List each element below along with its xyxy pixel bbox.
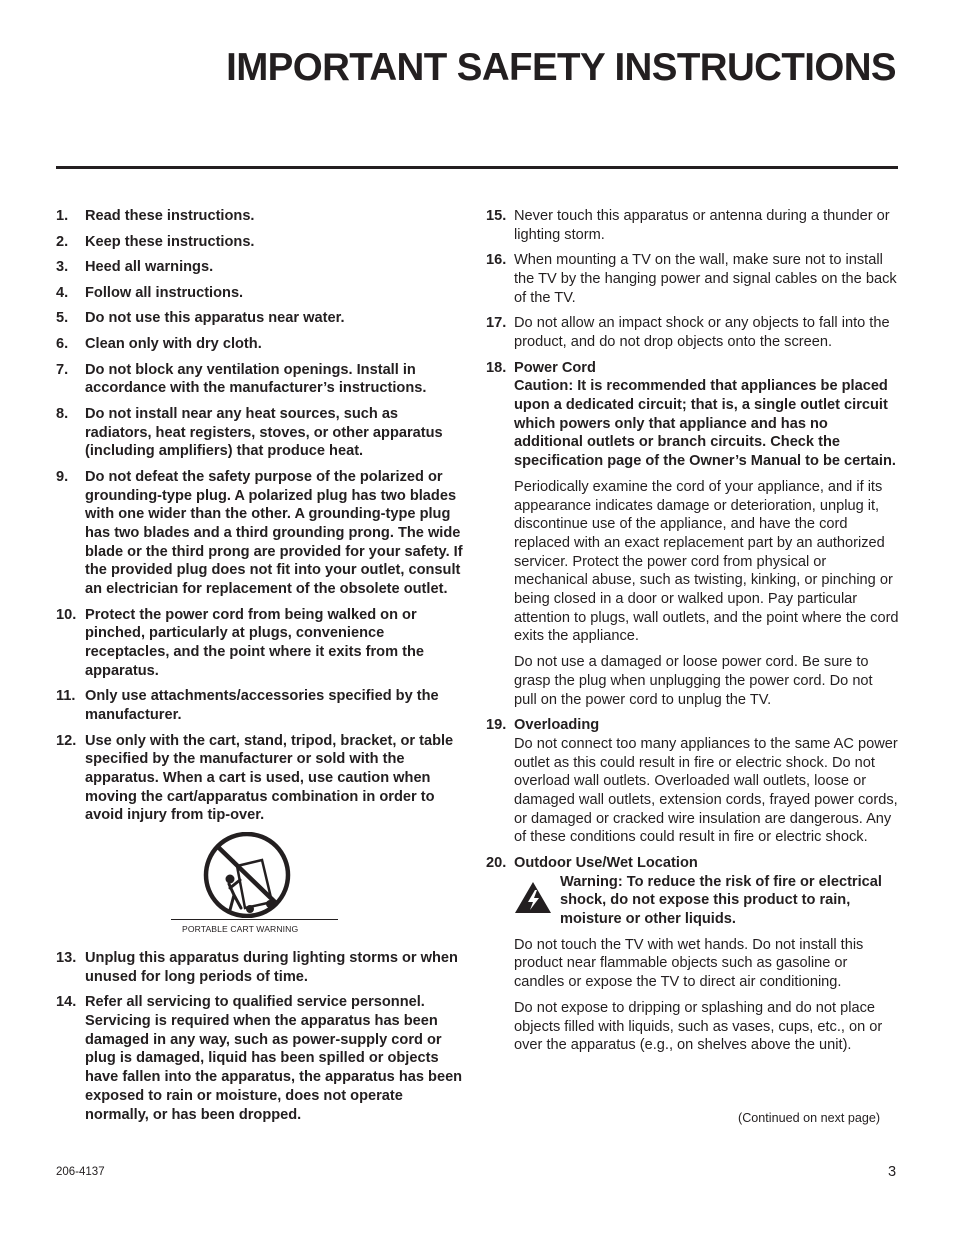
- item-text: Read these instructions.: [85, 208, 255, 224]
- item-number: 11.: [56, 688, 76, 705]
- item-text: Do not allow an impact shock or any objects to fall into the product, and do not drop objects onto the screen.: [514, 315, 890, 350]
- list-item-outdoor-use: [486, 854, 899, 1055]
- title-divider: [56, 166, 898, 169]
- left-column: [56, 207, 468, 1131]
- list-item: [56, 606, 468, 681]
- item-number: 8.: [56, 405, 69, 422]
- item-number: 6.: [56, 335, 69, 352]
- item-text: Protect the power cord from being walked on or pinched, particularly at plugs, convenience receptacles, and the point where it exits from the apparatus.: [85, 606, 424, 679]
- list-item: [56, 207, 468, 226]
- item-number: 7.: [56, 361, 69, 378]
- paragraph: Periodically examine the cord of your appliance, and if its appearance indicates damage or deterioration, unplug it, discontinue use of the appliance, and have the cord replaced with an exact replacement part by an authorized servicer. Protect the power cord from physical or mechanical abuse, such as twisting, kinking, or pinching or being closed in a door or walked upon. Pay particular attention to plugs, wall outlets, and the point where the cord exits the appliance.: [514, 478, 899, 645]
- item-number: 14.: [56, 994, 77, 1011]
- document-number: 206-4137: [56, 1166, 105, 1178]
- item-text: Do not defeat the safety purpose of the polarized or grounding-type plug. A polarized plug has two blades with one wider than the other. A grounding-type plug has two blades and a third grounding prong. The wide blade or the third prong are provided for your safety. If the provided plug does not fit into your outlet, consult an electrician for replacement of the obsolete outlet.: [85, 468, 463, 598]
- list-item: [56, 468, 468, 599]
- list-item: [56, 335, 468, 354]
- item-text: Unplug this apparatus during lighting storms or when unused for long periods of time.: [85, 950, 458, 985]
- item-number: 10.: [56, 606, 77, 623]
- paragraph: Do not touch the TV with wet hands. Do not install this product near flammable objects such as gasoline or candles or expose the TV to direct air conditioning.: [514, 936, 864, 991]
- page-number: 3: [888, 1164, 897, 1180]
- item-text: Heed all warnings.: [85, 259, 214, 276]
- item-number: 1.: [56, 208, 69, 224]
- cart-figure-rule: [171, 919, 338, 920]
- item-text: Clean only with dry cloth.: [85, 335, 262, 352]
- item-heading: Power Cord: [514, 359, 596, 376]
- list-item: [56, 687, 468, 724]
- list-item: [486, 251, 899, 307]
- item-number: 13.: [56, 950, 77, 967]
- list-item: [56, 732, 468, 826]
- item-number: 9.: [56, 468, 69, 485]
- item-text: Refer all servicing to qualified service personnel. Servicing is required when the apparatus has been damaged in any way, such as power-supply cord or plug is damaged, liquid has been spilled or objects have fallen into the apparatus, the apparatus has been exposed to rain or moisture, does not operate normally, or has been dropped.: [85, 994, 463, 1123]
- portable-cart-warning-figure: [56, 832, 468, 940]
- list-item: [56, 361, 468, 398]
- electric-shock-warning-icon: [514, 881, 552, 914]
- item-text: Follow all instructions.: [85, 284, 244, 301]
- item-number: 4.: [56, 284, 69, 301]
- list-item: [56, 258, 468, 277]
- item-number: 20.: [486, 854, 507, 871]
- item-number: 2.: [56, 233, 69, 250]
- list-item-overloading: [486, 716, 899, 847]
- item-number: 3.: [56, 259, 69, 276]
- paragraph: Do not use a damaged or loose power cord. Be sure to grasp the plug when unplugging the power cord. Do not pull on the power cord to unplug the TV.: [514, 654, 873, 708]
- item-number: 5.: [56, 310, 69, 327]
- list-item: [56, 405, 468, 461]
- item-number: 17.: [486, 315, 507, 332]
- list-item: [56, 949, 468, 986]
- warning-icon-box: [514, 873, 560, 929]
- list-item: [56, 284, 468, 303]
- item-heading: Overloading: [514, 717, 600, 734]
- item-text: Use only with the cart, stand, tripod, bracket, or table specified by the manufacturer or sold with the apparatus. When a cart is used, use caution when moving the cart/apparatus combination in order to avoid injury from tip-over.: [85, 732, 454, 824]
- item-number: 19.: [486, 717, 507, 734]
- item-text: Do not install near any heat sources, such as radiators, heat registers, stoves, or other apparatus (including amplifiers) that produce heat.: [85, 405, 443, 460]
- right-column: [486, 207, 899, 1062]
- item-number: 12.: [56, 732, 77, 749]
- list-item: [56, 309, 468, 328]
- portable-cart-warning-icon: [200, 832, 294, 918]
- continued-note: (Continued on next page): [738, 1111, 881, 1125]
- paragraph: Do not expose to dripping or splashing and do not place objects filled with liquids, such as vases, cups, etc., on or over the apparatus (e.g., on shelves above the unit).: [514, 999, 883, 1054]
- item-text: Never touch this apparatus or antenna during a thunder or lighting storm.: [514, 208, 890, 243]
- cart-caption: PORTABLE CART WARNING: [182, 924, 299, 935]
- item-text: Only use attachments/accessories specified by the manufacturer.: [85, 688, 439, 724]
- paragraph: Do not connect too many appliances to the same AC power outlet as this could result in fire or electric shock. Do not overload wall outlets. Overloaded wall outlets, loose or damaged wall outlets, extension cords, frayed power cords, or damaged or cracked wire insulation are dangerous. Any of these conditions could result in fire or electric shock.: [514, 735, 898, 846]
- warning-block: [514, 873, 899, 929]
- list-item: [56, 233, 468, 252]
- item-text: Do not block any ventilation openings. Install in accordance with the manufacturer’s instructions.: [85, 361, 427, 397]
- list-item: [486, 314, 899, 351]
- item-text: Keep these instructions.: [85, 233, 255, 250]
- item-body: [514, 716, 899, 847]
- item-text: When mounting a TV on the wall, make sure not to install the TV by the hanging power and signal cables on the back of the TV.: [514, 252, 897, 306]
- list-item: [56, 993, 468, 1124]
- warning-text: Warning: To reduce the risk of fire or electrical shock, do not expose this product to rain, moisture or other liquids.: [560, 873, 882, 928]
- item-body: [514, 854, 899, 1055]
- item-number: 18.: [486, 359, 507, 376]
- caution-text: Caution: It is recommended that appliances be placed upon a dedicated circuit; that is, a single outlet circuit which powers only that appliance and has no additional outlets or branch circuits. Check the specification page of the Owner’s Manual to be certain.: [514, 378, 896, 470]
- item-number: 16.: [486, 252, 507, 269]
- page-title: IMPORTANT SAFETY INSTRUCTIONS: [226, 46, 896, 89]
- item-number: 15.: [486, 208, 507, 224]
- item-text: Do not use this apparatus near water.: [85, 310, 345, 327]
- item-heading: Outdoor Use/Wet Location: [514, 854, 698, 871]
- item-body: [514, 359, 899, 710]
- list-item-power-cord: [486, 359, 899, 710]
- list-item: [486, 207, 899, 244]
